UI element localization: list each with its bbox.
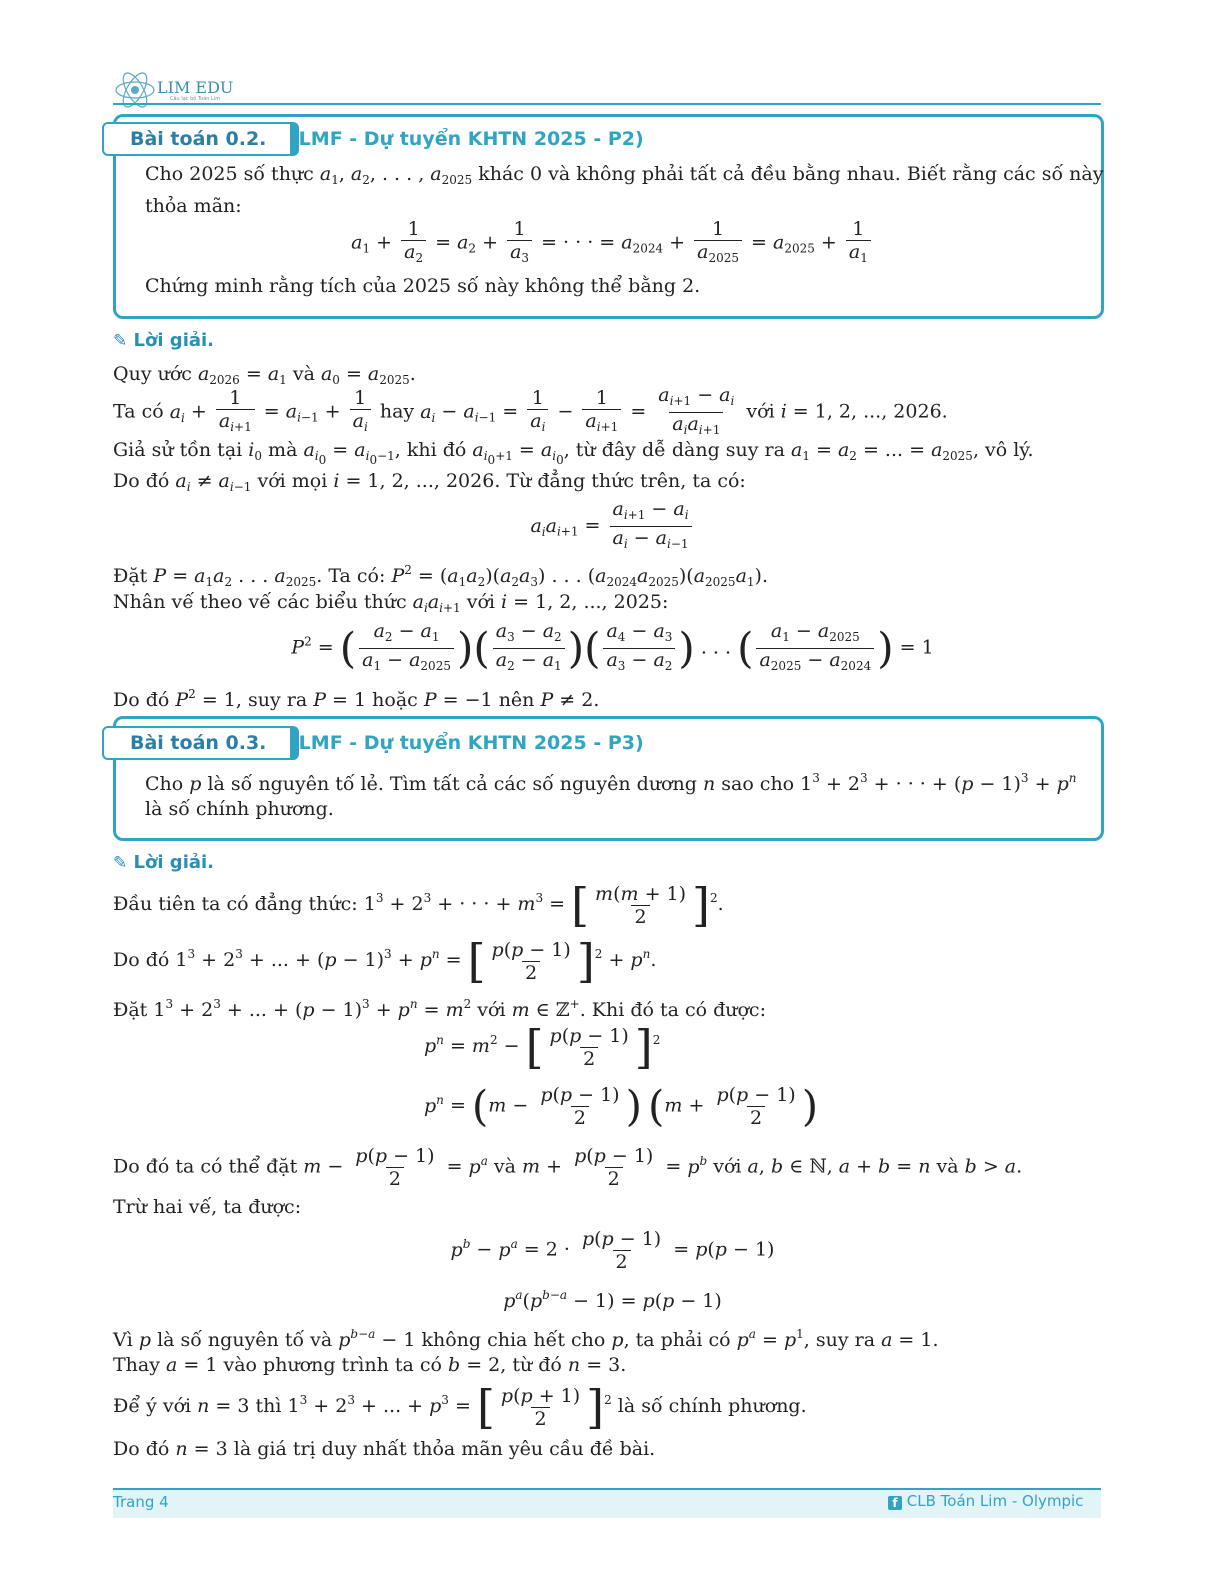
- problem-02-text-3: Chứng minh rằng tích của 2025 số này không thể bằng 2.: [145, 275, 701, 297]
- header-rule: [113, 103, 1101, 105]
- solution-02-line-3: Giả sử tồn tại $i_0$ mà $a_{i_0} = a_{i_0-1}$, khi đó $a_{i_0+1} = a_{i_0}$, từ đây dễ dàng suy ra $a_1 = a_2$ = ... = $a_{2025}$, vô lý.: [113, 439, 1034, 467]
- footer-club: f CLB Toán Lim - Olympic: [888, 1492, 1083, 1510]
- solution-02-line-2: Ta có $a_i$ + $\frac{1}{a_{i+1}}$ = $a_{i-1}$ + $\frac{1}{a_i}$ hay $a_i - a_{i-1}$ = $\frac{1}{a_i}$ − $\frac{1}{a_{i+1}}$ = $\frac{a_{i+1} - a_i}{a_ia_{i+1}}$ với i = 1, 2, ..., 2026.: [113, 384, 948, 441]
- solution-03-line-9: Do đó n = 3 là giá trị duy nhất thỏa mãn yêu cầu đề bài.: [113, 1438, 656, 1460]
- problem-label-02: Bài toán 0.2.: [102, 122, 299, 156]
- solution-heading-03: ✎ Lời giải.: [113, 852, 215, 873]
- edit-icon: ✎: [113, 853, 128, 873]
- solution-03-equation-1: $p^n = m^2$ − [ $\frac{p(p - 1)}{2}$ ]$^2$: [424, 1020, 661, 1074]
- solution-03-equation-4: $p^a(p^{b-a} - 1) = p(p - 1)$: [503, 1288, 722, 1312]
- solution-03-line-8: Để ý với n = 3 thì $1^3 + 2^3$ + ... + $p^3$ = [ $\frac{p(p + 1)}{2}$ ]$^2$ là số chính phương.: [113, 1380, 807, 1434]
- footer-page-number: Trang 4: [113, 1493, 169, 1511]
- problem-03-text-2: là số chính phương.: [145, 798, 334, 820]
- problem-03-text-1: Cho p là số nguyên tố lẻ. Tìm tất cả các số nguyên dương n sao cho $1^3 + 2^3$ + · · · + $(p - 1)^3 + p^n$: [145, 771, 1077, 795]
- solution-02-equation-1: $a_ia_{i+1}$ = $\frac{a_{i+1} - a_i}{a_i - a_{i-1}}$: [0, 498, 1225, 555]
- solution-03-line-3: Đặt $1^3 + 2^3$ + ... + $(p - 1)^3 + p^n = m^2$ với m ∈ ℤ+. Khi đó ta có được:: [113, 997, 766, 1021]
- header-brand: LIM EDU: [157, 78, 234, 97]
- problem-02-equation: $a_1$ + $\frac{1}{a_2}$ = $a_2$ + $\frac{1}{a_3}$ = · · · = $a_{2024}$ + $\frac{1}{a_{2025}}$ = $a_{2025}$ + $\frac{1}{a_1}$: [0, 218, 1225, 269]
- facebook-icon: f: [888, 1496, 902, 1510]
- solution-02-line-5: Đặt $P = a_1a_2$ . . . $a_{2025}$. Ta có: $P^2 = (a_1a_2)(a_2a_3)$ . . . $(a_{2024}a_{2025})(a_{2025}a_1)$.: [113, 563, 768, 589]
- solution-heading-02: ✎ Lời giải.: [113, 330, 215, 351]
- solution-02-equation-2: $P^2$ = ( $\frac{a_2 - a_1}{a_1 - a_{2025}}$ )( $\frac{a_3 - a_2}{a_2 - a_1}$ )( $\frac{a_4 - a_3}{a_3 - a_2}$ ) . . . ( $\frac{a_1 - a_{2025}}{a_{2025} - a_{2024}}$ ) = 1: [0, 620, 1225, 677]
- solution-03-line-1: Đầu tiên ta có đẳng thức: $1^3 + 2^3$ + · · · + $m^3$ = [ $\frac{m(m + 1)}{2}$ ]$^2$.: [113, 878, 724, 932]
- problem-02-text-2: thỏa mãn:: [145, 195, 242, 217]
- problem-02-text-1: Cho 2025 số thực $a_1$, $a_2$, . . . , $a_{2025}$ khác 0 và không phải tất cả đều bằng nhau. Biết rằng các số này: [145, 163, 1104, 187]
- solution-03-line-5: Trừ hai vế, ta được:: [113, 1196, 302, 1218]
- solution-02-line-6: Nhân vế theo vế các biểu thức $a_ia_{i+1}$ với i = 1, 2, ..., 2025:: [113, 591, 669, 615]
- solution-03-equation-3: $p^b - p^a = 2$ · $\frac{p(p - 1)}{2}$ = p(p − 1): [450, 1228, 775, 1273]
- solution-03-line-7: Thay a = 1 vào phương trình ta có b = 2, từ đó n = 3.: [113, 1354, 627, 1376]
- solution-03-line-2: Do đó $1^3 + 2^3$ + ... + $(p - 1)^3 + p^n$ = [ $\frac{p(p - 1)}{2}$ ]$^2 + p^n$.: [113, 934, 657, 988]
- problem-label-03: Bài toán 0.3.: [102, 726, 299, 760]
- solution-03-line-6: Vì p là số nguyên tố và $p^{b-a} - 1$ không chia hết cho p, ta phải có $p^a = p^1$, suy ra a = 1.: [113, 1327, 939, 1351]
- solution-02-line-4: Do đó $a_i \ne a_{i-1}$ với mọi i = 1, 2, ..., 2026. Từ đẳng thức trên, ta có:: [113, 470, 746, 494]
- solution-02-line-7: Do đó $P^2 = 1$, suy ra P = 1 hoặc P = −1 nên P ≠ 2.: [113, 687, 600, 711]
- solution-02-line-1: Quy ước $a_{2026} = a_1$ và $a_0 = a_{2025}$.: [113, 363, 416, 387]
- header-slogan: Câu lạc bộ Toán Lim: [170, 96, 221, 102]
- solution-03-equation-2: $p^n = (m$ − $\frac{p(p - 1)}{2}$ ) (m + $\frac{p(p - 1)}{2}$ ): [424, 1081, 819, 1131]
- problem-source-02: (LMF - Dự tuyển KHTN 2025 - P2): [290, 128, 644, 150]
- solution-03-line-4: Do đó ta có thể đặt m − $\frac{p(p - 1)}{2}$ = $p^a$ và m + $\frac{p(p - 1)}{2}$ = $p^b$ với a, b ∈ ℕ, a + b = n và b > a.: [113, 1145, 1023, 1190]
- edit-icon: ✎: [113, 331, 128, 351]
- problem-source-03: (LMF - Dự tuyển KHTN 2025 - P3): [290, 732, 644, 754]
